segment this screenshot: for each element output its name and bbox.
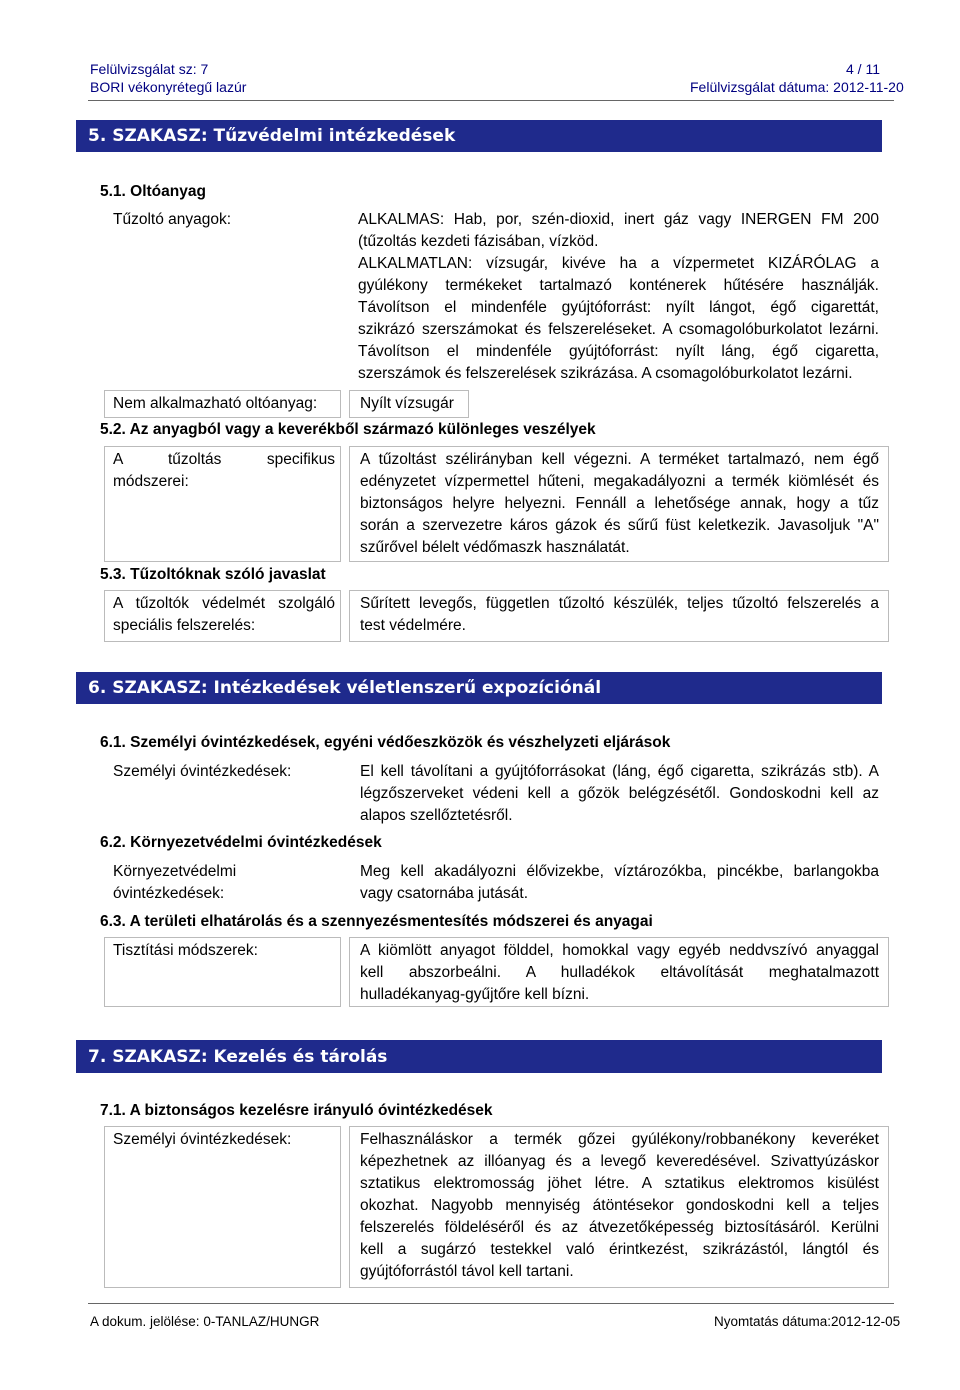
text-line: kell abszorbeálni. A hulladékok eltávolítását meghatalmazott xyxy=(360,964,879,981)
environmental-precautions-text xyxy=(360,861,879,905)
cleaning-methods-text xyxy=(360,940,879,1006)
text-line: A tűzoltást szélirányban kell végezni. A terméket tartalmazó, nem égő xyxy=(360,451,879,468)
product-name: BORI vékonyrétegű lazúr xyxy=(90,79,247,95)
text-line: (tűzoltás kezdeti fázisában, vízköd. xyxy=(358,233,599,250)
print-date: Nyomtatás dátuma:2012-12-05 xyxy=(714,1314,901,1329)
text-line: Sűrített levegős, független tűzoltó készülék, teljes tűzoltó felszerelés a xyxy=(360,595,879,612)
text-line: edényzetet vízpermettel hűteni, megakadályozni a termék kiömlését és xyxy=(360,473,879,490)
page-number: 4 / 11 xyxy=(846,61,880,77)
text-line: Meg kell akadályozni élővizekbe, víztározókba, pincékbe, barlangokba xyxy=(360,863,879,880)
cleaning-methods-label: Tisztítási módszerek: xyxy=(113,942,258,959)
revision-date: Felülvizsgálat dátuma: 2012-11-20 xyxy=(690,79,904,95)
firefighter-equipment-label xyxy=(113,593,335,637)
subsection-6-2-title: 6.2. Környezetvédelmi óvintézkedések xyxy=(100,834,382,851)
text-line: felszerelés földeléséről és az átvezetőképesség biztosításáról. Kerülni xyxy=(360,1219,879,1236)
text-line: hulladékanyag-gyűjtőre kell bízni. xyxy=(360,986,590,1003)
personal-precautions-label: Személyi óvintézkedések: xyxy=(113,763,292,780)
revision-number: Felülvizsgálat sz: 7 xyxy=(90,61,209,77)
section-5-title: 5. SZAKASZ: Tűzvédelmi intézkedések xyxy=(88,126,456,146)
text-line: légzőszerveket védeni kell a gőzök belégzésétől. Gondoskodni kell az xyxy=(360,785,879,802)
label-line: Környezetvédelmi xyxy=(113,863,237,880)
section-7-title: 7. SZAKASZ: Kezelés és tárolás xyxy=(88,1046,388,1067)
header-divider xyxy=(88,100,894,101)
label-line: óvintézkedések: xyxy=(113,885,225,902)
document-id: A dokum. jelölése: 0-TANLAZ/HUNGR xyxy=(90,1314,320,1329)
section-7-header xyxy=(76,1040,882,1073)
text-line: A kiömlött anyagot földdel, homokkal vagy egyéb neddvszívó anyaggal xyxy=(360,942,879,959)
text-line: vagy csatornába jutását. xyxy=(360,885,529,902)
section-6-title: 6. SZAKASZ: Intézkedések véletlenszerű expozíciónál xyxy=(88,678,602,698)
footer-divider xyxy=(88,1303,894,1304)
text-line: Távolítson el mindenféle gyújtóforrást: nyílt láng, égő cigaretta, xyxy=(358,343,879,360)
text-line: biztonságos helyre helyezni. Fennáll a lehetősége annak, hogy a tűz xyxy=(360,495,879,512)
environmental-precautions-label xyxy=(113,861,236,905)
unsuitable-media-text: Nyílt vízsugár xyxy=(360,395,454,412)
text-line: Távolítson el mindenféle gyújtóforrást: nyílt lángot, égő cigarettát, xyxy=(358,299,879,316)
safe-handling-label: Személyi óvintézkedések: xyxy=(113,1131,292,1148)
text-line: okozhat. Nagyobb mennyiség átöntésekor gondoskodni kell a teljes xyxy=(360,1197,879,1214)
text-line: szűrővel bélelt védőmaszk használatát. xyxy=(360,539,630,556)
text-line: test védelmére. xyxy=(360,617,466,634)
unsuitable-media-label: Nem alkalmazható oltóanyag: xyxy=(113,395,318,412)
label-line: A tűzoltók védelmét szolgáló xyxy=(113,595,335,612)
text-line: gyújtóforrástól távol kell tartani. xyxy=(360,1263,574,1280)
text-line: kell a sugárzó testekkel való érintkezést, szikrázástól, lángtól és xyxy=(360,1241,879,1258)
text-line: során a szervezetre káros gázok és sűrű füst keletkezik. Javasoljuk "A" xyxy=(360,517,879,534)
text-line: sztatikus elektromosság jöhet létre. A sztatikus elektromos kisülést xyxy=(360,1175,879,1192)
personal-precautions-text xyxy=(360,761,879,827)
label-line: módszerei: xyxy=(113,473,189,490)
subsection-5-1-title: 5.1. Oltóanyag xyxy=(100,183,206,200)
firefighter-equipment-text xyxy=(360,593,879,637)
text-line: El kell távolítani a gyújtóforrásokat (láng, égő cigaretta, szikrázás stb). A xyxy=(360,763,879,780)
subsection-5-2-title: 5.2. Az anyagból vagy a keverékből származó különleges veszélyek xyxy=(100,421,596,438)
label-line: A tűzoltás specifikus xyxy=(113,451,335,468)
subsection-7-1-title: 7.1. A biztonságos kezelésre irányuló óvintézkedések xyxy=(100,1102,493,1119)
text-line: képezhetnek az illóanyag és a levegő keveredésével. Szivattyúzáskor xyxy=(360,1153,879,1170)
subsection-5-3-title: 5.3. Tűzoltóknak szóló javaslat xyxy=(100,566,326,583)
text-line: gyúlékony termékeket tartalmazó konténerek hűtésére használják. xyxy=(358,277,879,294)
text-line: Felhasználáskor a termék gőzei gyúlékony/robbanékony keveréket xyxy=(360,1131,879,1148)
specific-methods-text xyxy=(360,449,879,559)
text-line: alapos szellőztetésről. xyxy=(360,807,513,824)
safe-handling-text xyxy=(360,1129,879,1283)
section-6-header xyxy=(76,672,882,704)
extinguishing-media-label: Tűzoltó anyagok: xyxy=(113,211,232,228)
extinguishing-media-text xyxy=(358,209,879,385)
text-line: szerszámok és felszerelések szikrázása. A csomagolóburkolatot lezárni. xyxy=(358,365,853,382)
section-5-header xyxy=(76,120,882,152)
text-line: ALKALMATLAN: vízsugár, kivéve ha a vízpermetet KIZÁRÓLAG a xyxy=(358,255,879,272)
text-line: szikrázó szerszámokat és felszereléseket. A csomagolóburkolatot lezárni. xyxy=(358,321,879,338)
subsection-6-1-title: 6.1. Személyi óvintézkedések, egyéni védőeszközök és vészhelyzeti eljárások xyxy=(100,734,671,751)
subsection-6-3-title: 6.3. A területi elhatárolás és a szennyezésmentesítés módszerei és anyagai xyxy=(100,913,653,930)
text-line: ALKALMAS: Hab, por, szén-dioxid, inert gáz vagy INERGEN FM 200 xyxy=(358,211,879,228)
specific-methods-label xyxy=(113,449,335,493)
label-line: speciális felszerelés: xyxy=(113,617,256,634)
